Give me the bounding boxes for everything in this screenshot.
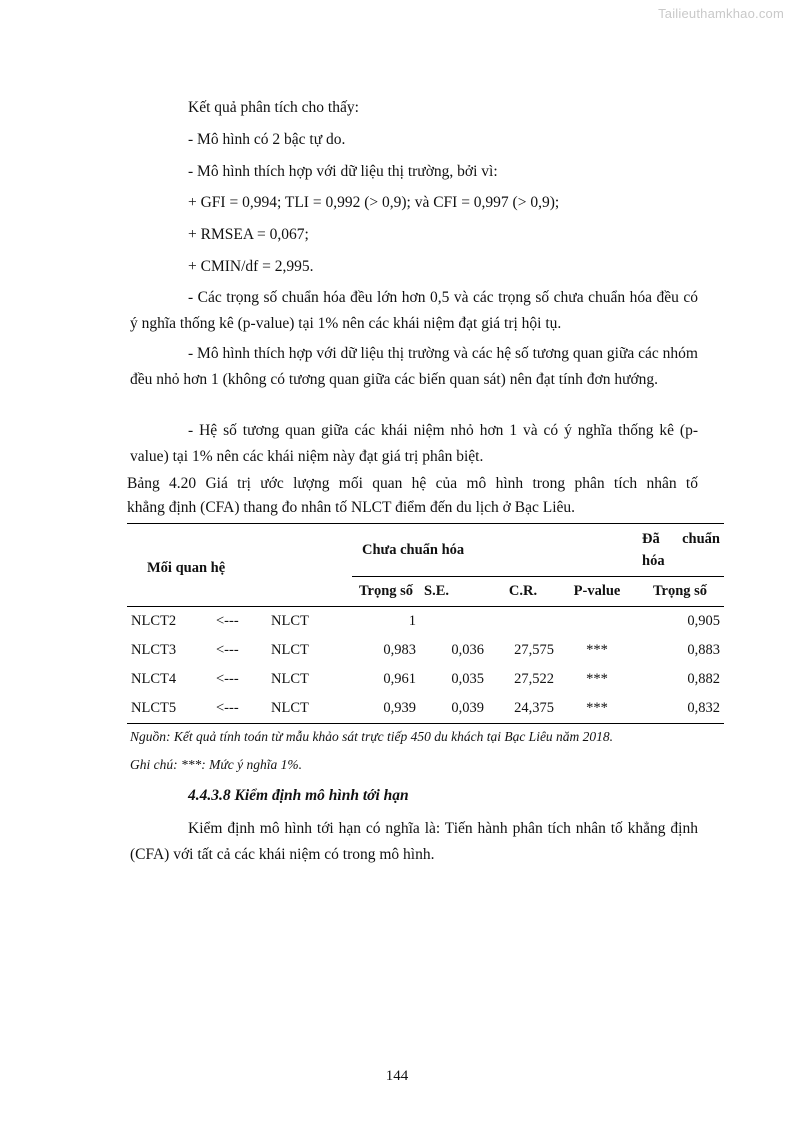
- col-header: P-value: [558, 577, 636, 607]
- cell: 0,036: [451, 642, 484, 658]
- header-standardized: Đã chuẩn hóa: [636, 524, 724, 577]
- cfa-table: [127, 523, 724, 724]
- result-item: + GFI = 0,994; TLI = 0,992 (> 0,9); và CFI = 0,997 (> 0,9);: [188, 194, 560, 211]
- cell: <---: [216, 700, 239, 716]
- cell: 24,375: [514, 700, 554, 716]
- cell: NLCT4: [131, 671, 177, 687]
- cell: [558, 607, 636, 637]
- cell: ***: [586, 700, 608, 716]
- result-item: + CMIN/df = 2,995.: [188, 258, 314, 275]
- cell: 1: [408, 613, 416, 629]
- cell: 0,983: [383, 642, 416, 658]
- table-note: Ghi chú: ***: Mức ý nghĩa 1%.: [130, 757, 302, 772]
- result-paragraph: - Các trọng số chuẩn hóa đều lớn hơn 0,5 và các trọng số chưa chuẩn hóa đều có ý nghĩa thống kê (p-value) tại 1% nên các khái niệm đạt giá trị hội tụ.: [130, 289, 698, 332]
- cell: [488, 607, 558, 637]
- col-header: Trọng số: [652, 583, 708, 599]
- cell: 0,035: [451, 671, 484, 687]
- col-header: S.E.: [420, 577, 488, 607]
- table-row: [127, 665, 724, 694]
- cell: ***: [586, 671, 608, 687]
- result-paragraph: - Mô hình thích hợp với dữ liệu thị trường và các hệ số tương quan giữa các nhóm đều nhỏ hơn 1 (không có tương quan giữa các biến quan sát) nên đạt tính đơn hướng.: [130, 345, 698, 388]
- results-intro: Kết quả phân tích cho thấy:: [188, 99, 359, 116]
- header-relation: Mối quan hệ: [127, 524, 352, 607]
- cell: <---: [216, 613, 239, 629]
- result-item: - Mô hình thích hợp với dữ liệu thị trường, bởi vì:: [188, 163, 498, 180]
- cell: NLCT: [271, 671, 309, 687]
- result-item: + RMSEA = 0,067;: [188, 226, 309, 243]
- result-paragraph: - Hệ số tương quan giữa các khái niệm nhỏ hơn 1 và có ý nghĩa thống kê (p-value) tại 1% nên các khái niệm này đạt giá trị phân biệt.: [130, 422, 698, 465]
- cell: NLCT: [271, 642, 309, 658]
- cell: 27,575: [514, 642, 554, 658]
- cell: 0,832: [687, 700, 720, 716]
- cell: <---: [216, 642, 239, 658]
- table-source: Nguồn: Kết quả tính toán từ mẫu khảo sát trực tiếp 450 du khách tại Bạc Liêu năm 2018.: [130, 729, 614, 744]
- table-caption-line: khẳng định (CFA) thang đo nhân tố NLCT điểm đến du lịch ở Bạc Liêu.: [127, 499, 576, 516]
- cell: 0,882: [687, 671, 720, 687]
- cell: 27,522: [514, 671, 554, 687]
- cell: NLCT5: [131, 700, 177, 716]
- cell: ***: [586, 642, 608, 658]
- section-heading: 4.4.3.8 Kiểm định mô hình tới hạn: [188, 787, 409, 804]
- page-number: 144: [385, 1068, 409, 1084]
- header-unstandardized: Chưa chuẩn hóa: [362, 541, 465, 558]
- cell: NLCT: [271, 613, 309, 629]
- section-paragraph: Kiểm định mô hình tới hạn có nghĩa là: Tiến hành phân tích nhân tố khẳng định (CFA) với tất cả các khái niệm có trong mô hình.: [130, 820, 698, 863]
- table-caption-line: Bảng 4.20 Giá trị ước lượng mối quan hệ của mô hình trong phân tích nhân tố: [127, 475, 698, 492]
- watermark: Tailieuthamkhao.com: [658, 6, 784, 21]
- result-item: - Mô hình có 2 bậc tự do.: [188, 131, 346, 148]
- cell: 0,939: [383, 700, 416, 716]
- table-row: [127, 694, 724, 724]
- table-row: [127, 607, 724, 637]
- cell: [420, 607, 488, 637]
- cell: NLCT: [271, 700, 309, 716]
- cell: 0,905: [687, 613, 720, 629]
- cell: NLCT2: [131, 613, 177, 629]
- cell: 0,883: [687, 642, 720, 658]
- col-header: Trọng số: [352, 577, 420, 607]
- cell: <---: [216, 671, 239, 687]
- cell: 0,961: [383, 671, 416, 687]
- table-caption: [127, 472, 698, 520]
- cell: NLCT3: [131, 642, 177, 658]
- table-row: [127, 636, 724, 665]
- cell: 0,039: [451, 700, 484, 716]
- col-header: C.R.: [488, 577, 558, 607]
